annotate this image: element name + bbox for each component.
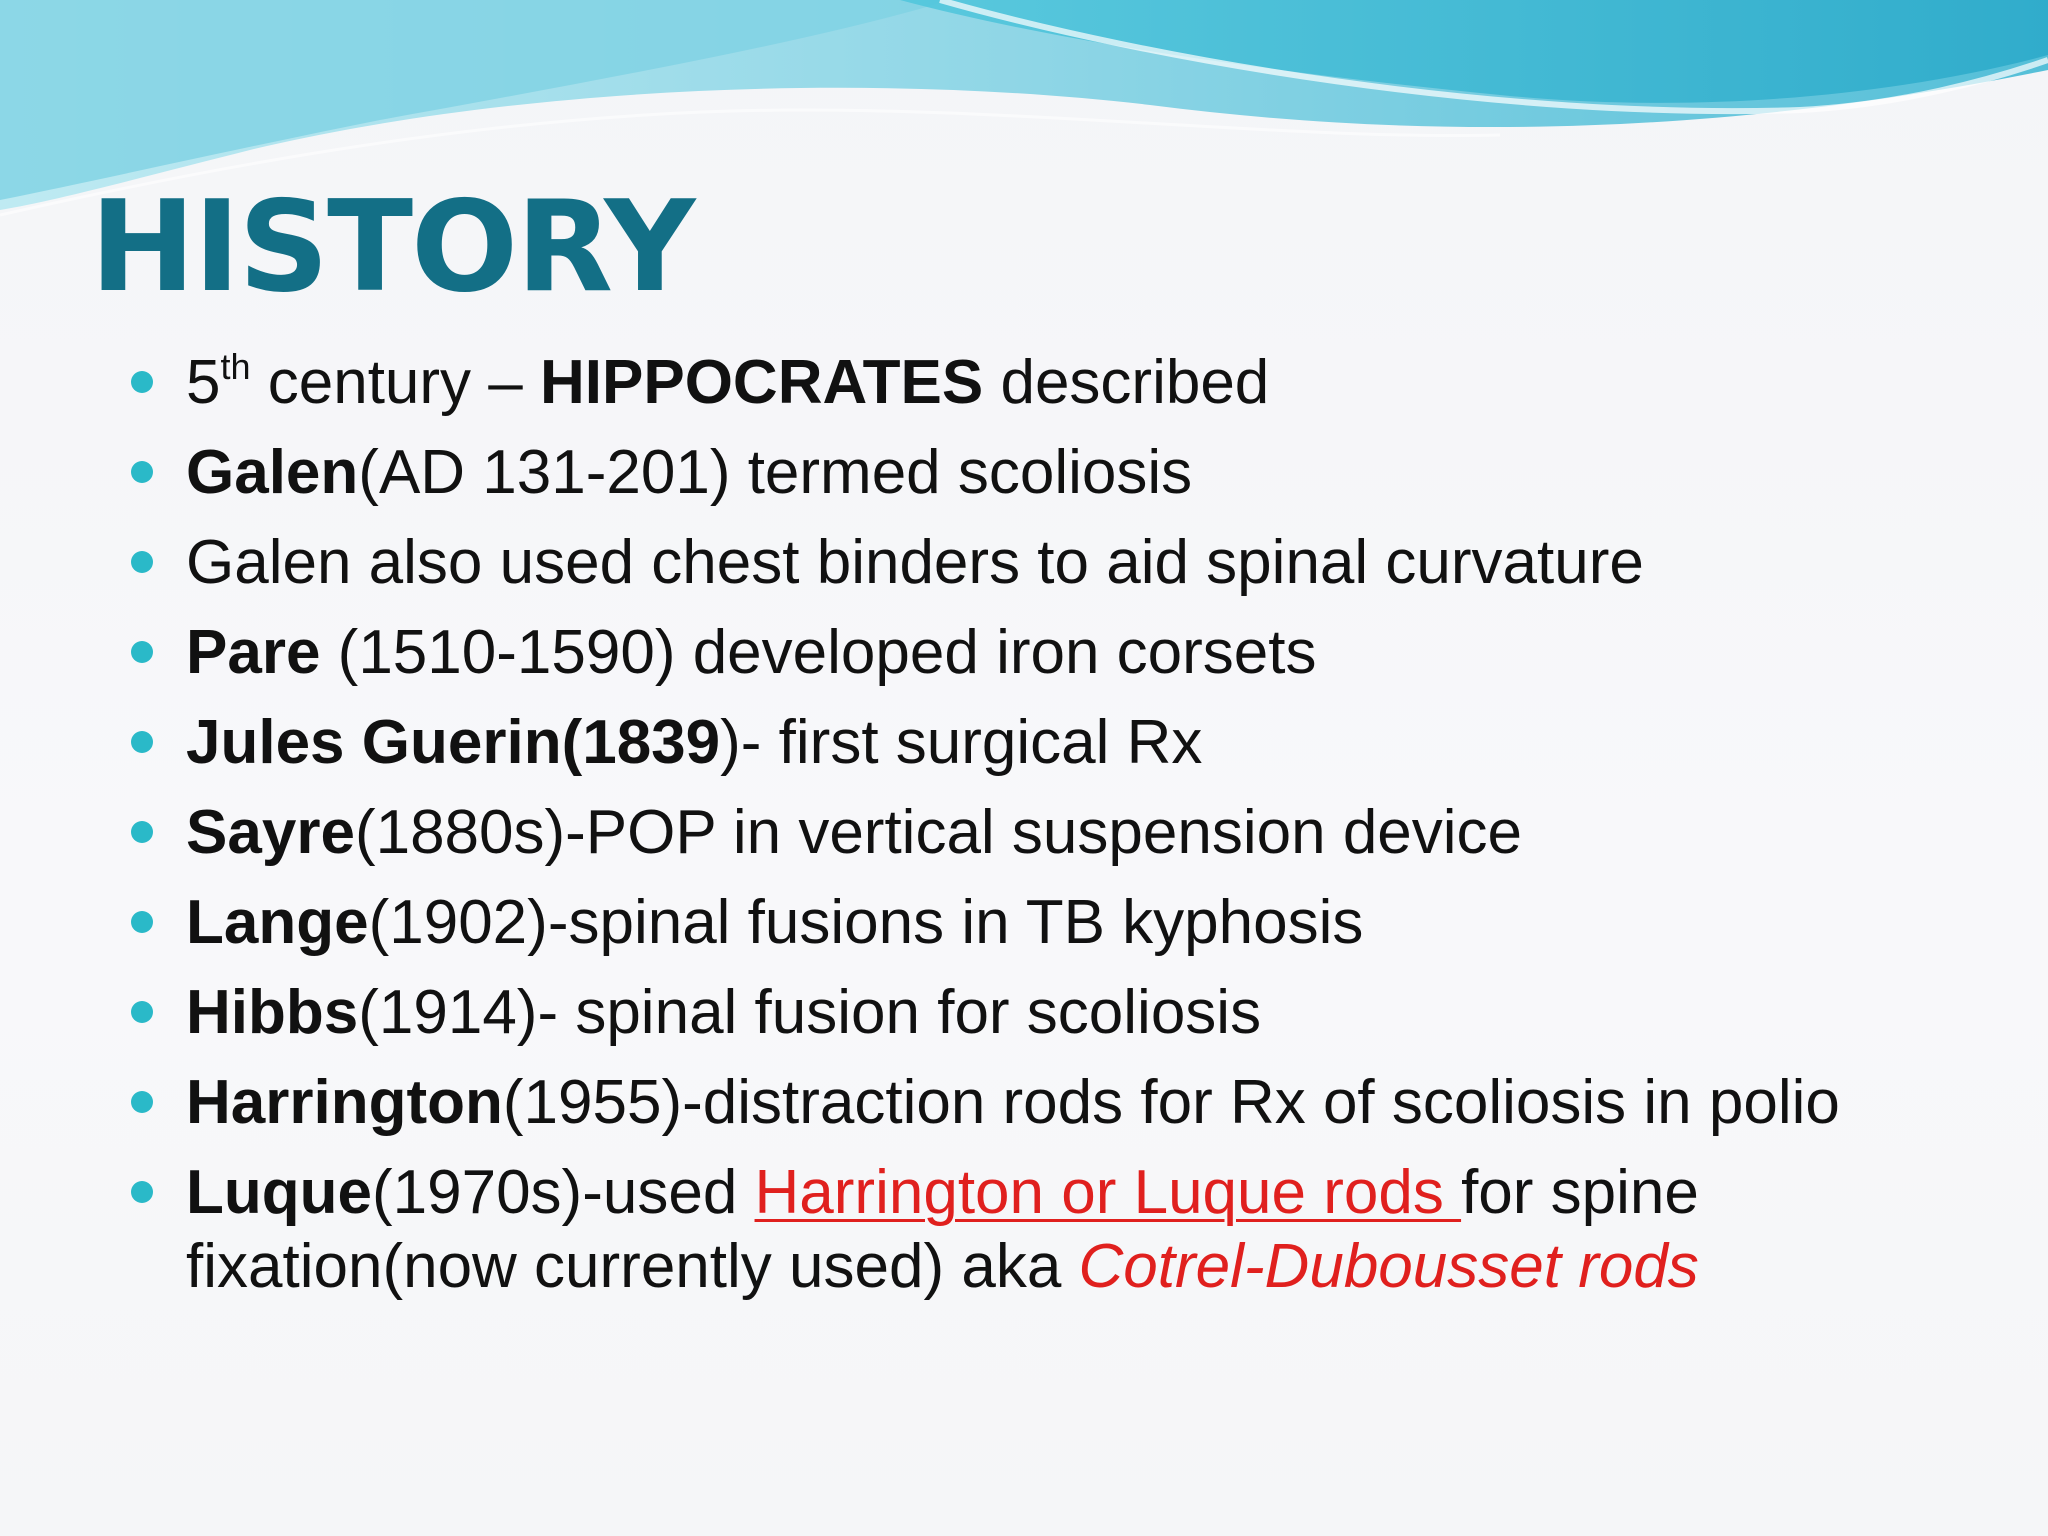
bullet-text: described bbox=[983, 348, 1270, 417]
bullet-bold-name: Hibbs bbox=[186, 978, 359, 1047]
circle-bullet-icon bbox=[131, 641, 153, 663]
bullet-bold-name: Jules Guerin(1839 bbox=[186, 708, 721, 777]
circle-bullet-icon bbox=[131, 731, 153, 753]
bullet-bold-name: Galen bbox=[186, 438, 359, 507]
slide-title: HISTORY bbox=[90, 173, 694, 320]
list-item bbox=[0, 706, 2048, 780]
superscript: th bbox=[220, 346, 251, 387]
list-item bbox=[0, 1156, 2048, 1304]
bullet-bold-name: HIPPOCRATES bbox=[540, 348, 984, 417]
list-item bbox=[0, 886, 2048, 960]
list-item bbox=[0, 1066, 2048, 1140]
bullet-text: for spine fixation(now currently used) aka bbox=[186, 1158, 1699, 1301]
bullet-text: (1510-1590) developed iron corsets bbox=[320, 618, 1317, 687]
list-item bbox=[0, 796, 2048, 870]
bullet-text: 5 bbox=[186, 348, 221, 417]
list-item bbox=[0, 436, 2048, 510]
list-item bbox=[0, 976, 2048, 1050]
circle-bullet-icon bbox=[131, 1181, 153, 1203]
list-item bbox=[0, 526, 2048, 600]
bullet-text: (1955)-distraction rods for Rx of scoliosis in polio bbox=[502, 1068, 1840, 1137]
bullet-text: (1880s)-POP in vertical suspension device bbox=[354, 798, 1523, 867]
bullet-text: (1914)- spinal fusion for scoliosis bbox=[358, 978, 1262, 1047]
highlighted-term: Cotrel-Dubousset rods bbox=[1078, 1232, 1699, 1301]
bullet-text: (1970s)-used bbox=[371, 1158, 755, 1227]
list-item bbox=[0, 346, 2048, 420]
history-bullet-list bbox=[0, 346, 2048, 1320]
bullet-text: Galen also used chest binders to aid spinal curvature bbox=[186, 528, 1644, 597]
circle-bullet-icon bbox=[131, 911, 153, 933]
list-item bbox=[0, 616, 2048, 690]
bullet-bold-name: Lange bbox=[186, 888, 369, 957]
bullet-text: (AD 131-201) termed scoliosis bbox=[358, 438, 1193, 507]
bullet-bold-name: Luque bbox=[186, 1158, 372, 1227]
bullet-bold-name: Pare bbox=[186, 618, 321, 687]
circle-bullet-icon bbox=[131, 821, 153, 843]
rods-link[interactable]: Harrington or Luque rods bbox=[754, 1158, 1462, 1227]
bullet-bold-name: Harrington bbox=[186, 1068, 503, 1137]
bullet-text: century – bbox=[250, 348, 540, 417]
bullet-bold-name: Sayre bbox=[186, 798, 355, 867]
circle-bullet-icon bbox=[131, 371, 153, 393]
circle-bullet-icon bbox=[131, 551, 153, 573]
circle-bullet-icon bbox=[131, 1001, 153, 1023]
bullet-text: )- first surgical Rx bbox=[720, 708, 1203, 777]
circle-bullet-icon bbox=[131, 461, 153, 483]
circle-bullet-icon bbox=[131, 1091, 153, 1113]
bullet-text: (1902)-spinal fusions in TB kyphosis bbox=[368, 888, 1364, 957]
